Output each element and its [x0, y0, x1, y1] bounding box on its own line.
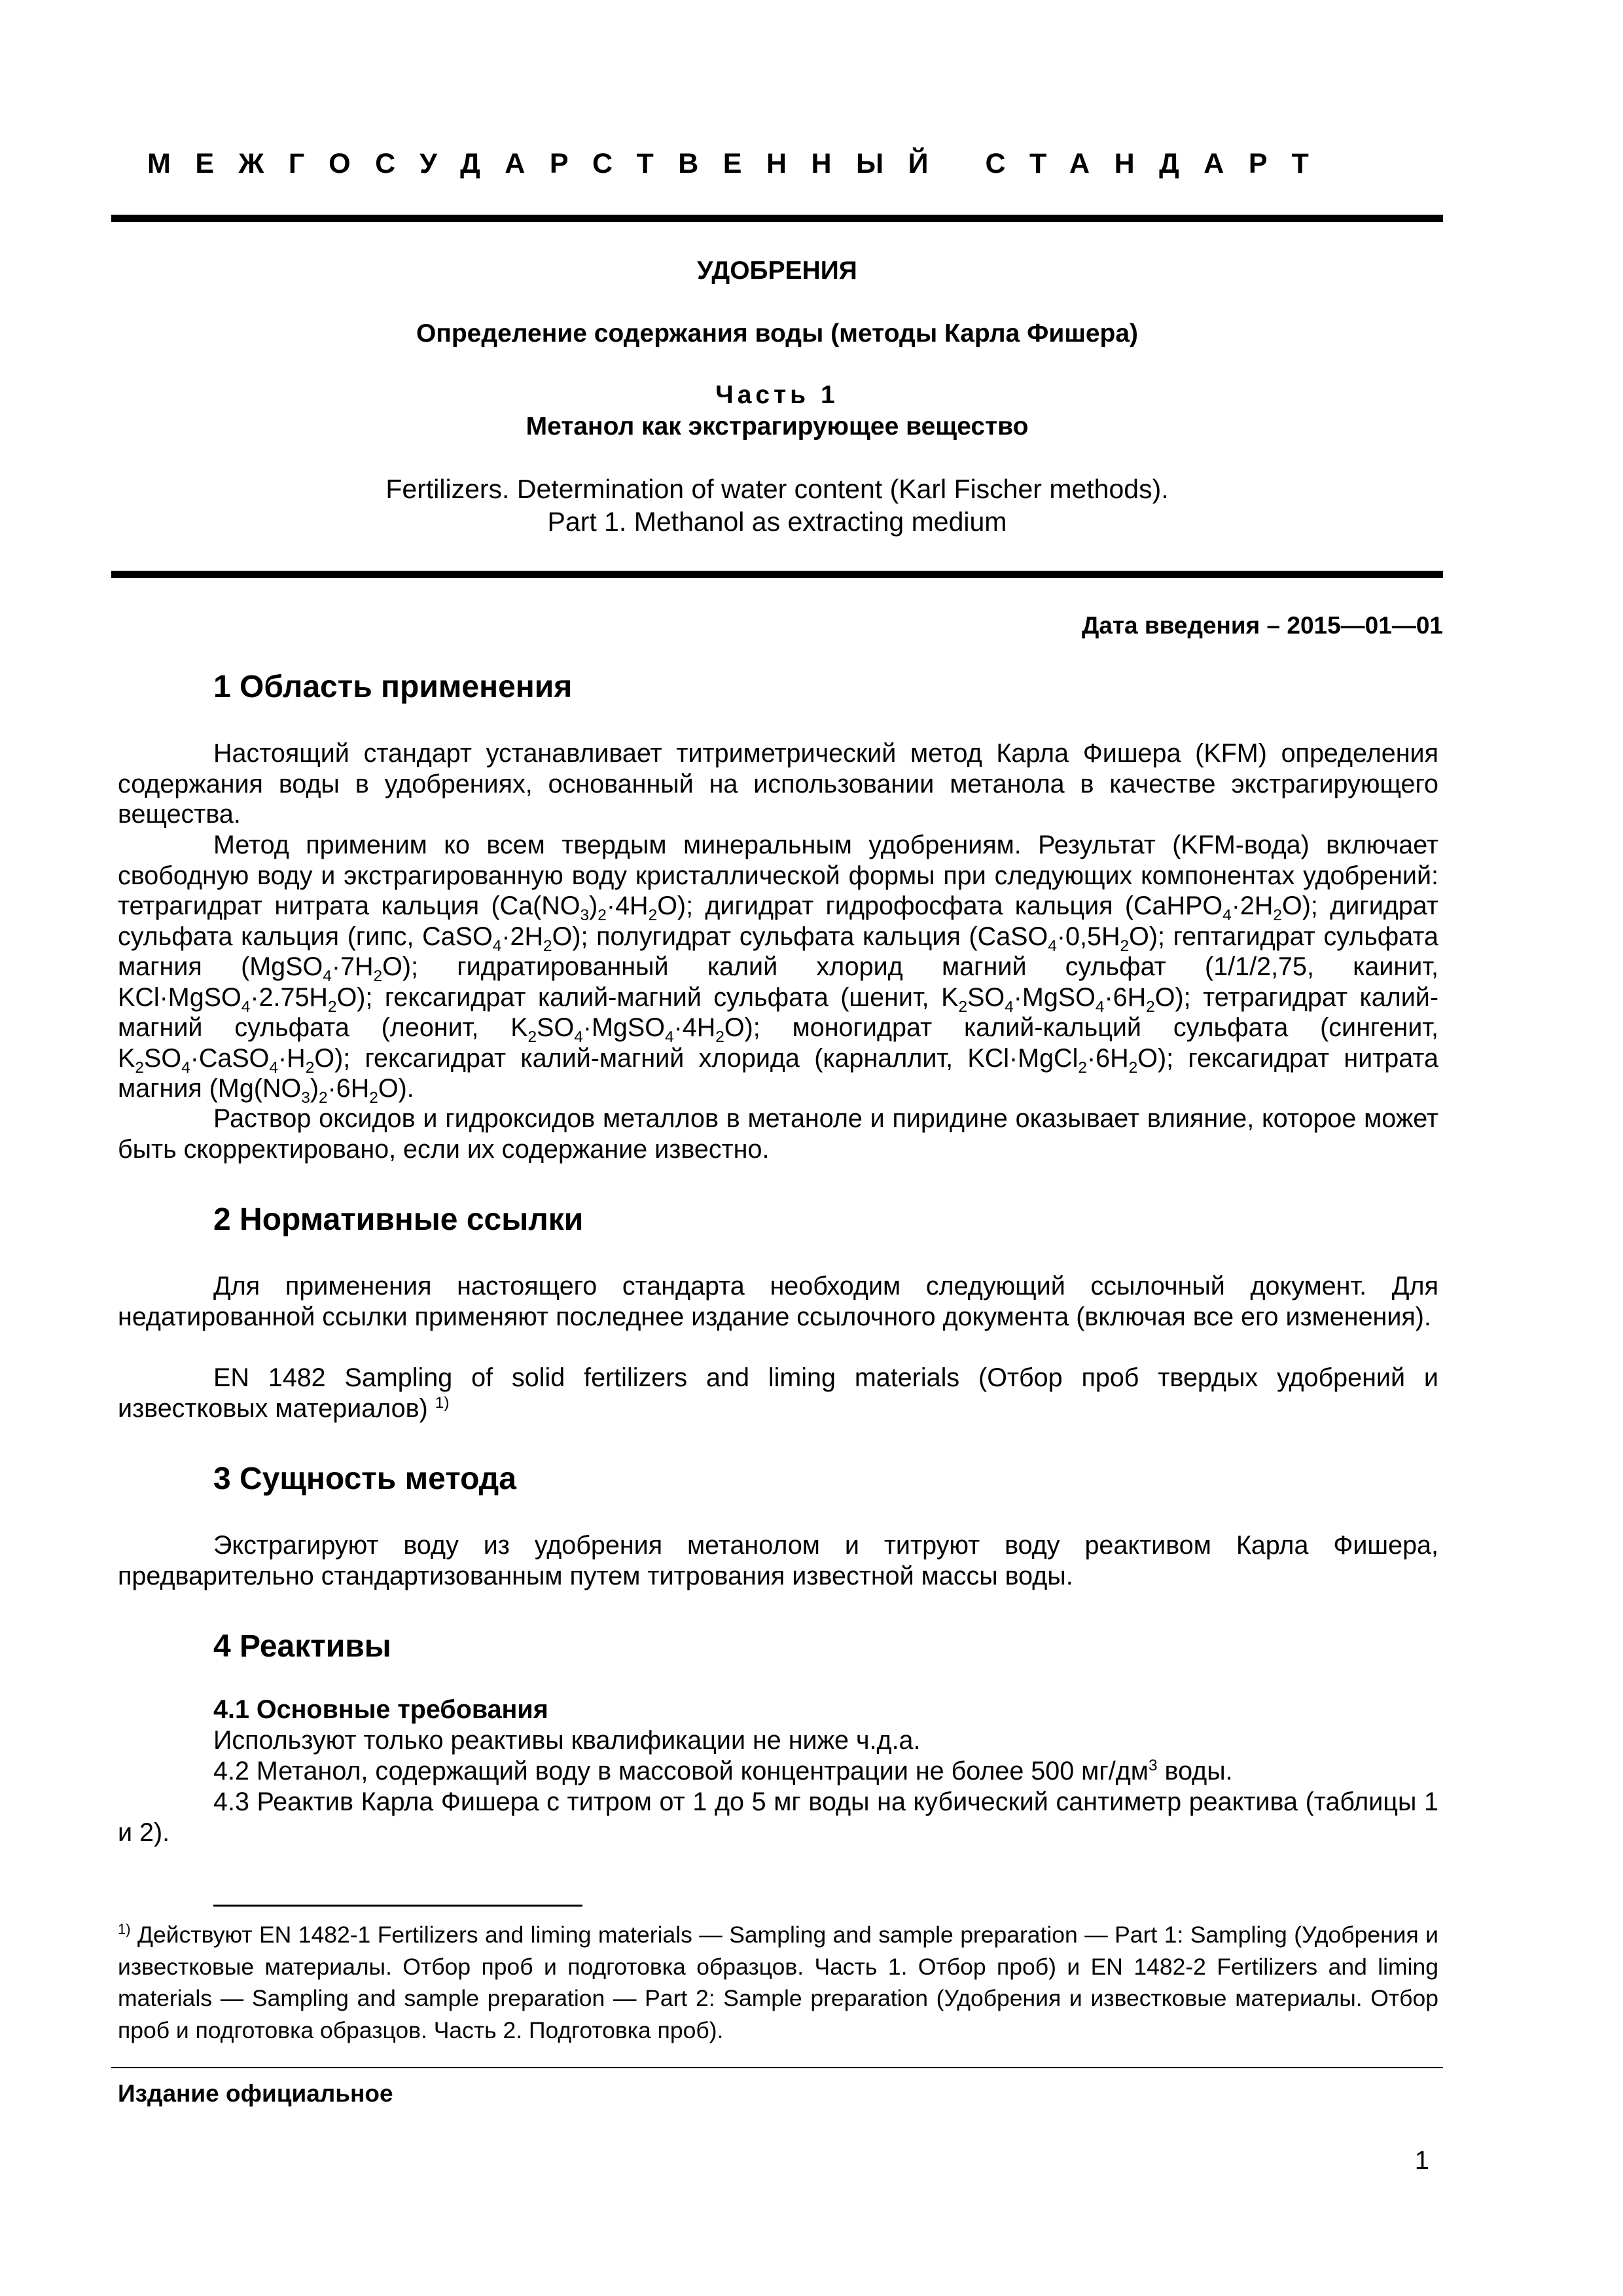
cubic-superscript: 3 — [1148, 1756, 1158, 1774]
page-number: 1 — [1414, 2146, 1429, 2175]
footnote-marker: 1) — [118, 1921, 131, 1938]
section-3-paragraph-1: Экстрагируют воду из удобрения метанолом и титруют воду реактивом Карла Фишера, предварительно стандартизованным путем титрования известной массы воды. — [118, 1531, 1438, 1590]
section-1-paragraph-2: Метод применим ко всем твердым минеральным удобрениям. Результат (KFM-вода) включает свободную воду и экстрагированную воду кристаллической формы при следующих компонентах удобрений: тетрагидрат нитрата кальция $(Ca(NO_3)_2\cdot 4H_2O)$; дигидрат гидрофосфата кальция $(CaHPO_4\cdot 2H_2O)$; дигидрат сульфата кальция (гипс, $CaSO_4\cdot 2H_2O$); полугидрат сульфата кальция $(CaSO_4\cdot 0,5H_2O)$; гептагидрат сульфата магния $(MgSO_4\cdot 7H_2O)$; гидратированный калий хлорид магний сульфат (1/1/2,75, каинит, $KCl\cdot MgSO_4\cdot 2.75H_2O$); гексагидрат калий-магний сульфата (шенит, $K_2SO_4\cdot MgSO_4\cdot 6H_2O$); тетрагидрат калий-магний сульфата (леонит, $K_2SO_4\cdot MgSO_4\cdot 4H_2O$); моногидрат калий-кальций сульфата (сингенит, $K_2SO_4\cdot CaSO_4\cdot H_2O$); гексагидрат калий-магний хлорида (карналлит, $KCl\cdot MgCl_2\cdot 6H_2O$); гексагидрат нитрата магния $(Mg(NO_3)_2\cdot 6H_2O)$. — [118, 831, 1439, 1107]
english-title-line1: Fertilizers. Determination of water content (Karl Fischer methods). — [385, 474, 1169, 504]
document-subtitle: Определение содержания воды (методы Карла Фишера) — [416, 319, 1139, 348]
section-4-2-paragraph — [118, 1756, 1438, 1787]
footnote-text: Действуют EN 1482-1 Fertilizers and liming materials — Sampling and sample preparation — Part 1: Sampling (Удобрения и известковые материалы. Отбор проб и подготовка образцов. Часть 1. Отбор проб) и EN 1482-2 Fertilizers and liming materials — Sampling and sample preparation — Part 2: Sample preparation (Удобрения и известковые материалы. Отбор проб и подготовка образцов. Часть 2. Подготовка проб). — [118, 1922, 1438, 2043]
section-2-heading: 2 Нормативные ссылки — [213, 1202, 584, 1237]
section-3-heading: 3 Сущность метода — [213, 1462, 516, 1496]
header-rule-bottom — [111, 571, 1443, 578]
section-1-heading: 1 Область применения — [213, 670, 573, 704]
official-edition-label: Издание официальное — [118, 2080, 393, 2107]
footnote-separator — [213, 1905, 582, 1907]
part-title: Метанол как экстрагирующее вещество — [526, 412, 1029, 440]
section-4-2-tail: воды. — [1157, 1757, 1233, 1785]
standard-type-header: МЕЖГОСУДАРСТВЕННЫЙ СТАНДАРТ — [147, 148, 1334, 179]
section-2-paragraph-1: Для применения настоящего стандарта необходим следующий ссылочный документ. Для недатированной ссылки применяют последнее издание ссылочного документа (включая все его изменения). — [118, 1272, 1438, 1331]
section-2-paragraph-2 — [118, 1363, 1438, 1424]
section-4-heading: 4 Реактивы — [213, 1629, 391, 1664]
footnote — [118, 1919, 1438, 2046]
document-title: УДОБРЕНИЯ — [697, 257, 857, 285]
footnote-reference: 1) — [435, 1393, 450, 1412]
part-label: Часть 1 — [715, 381, 839, 409]
english-title-line2: Part 1. Methanol as extracting medium — [547, 507, 1007, 537]
section-4-1-paragraph: Используют только реактивы квалификации не ниже ч.д.а. — [213, 1726, 921, 1755]
header-rule-top — [111, 215, 1443, 222]
section-1-paragraph-1: Настоящий стандарт устанавливает титриметрический метод Карла Фишера (KFM) определения содержания воды в удобрениях, основанный на использовании метанола в качестве экстрагирующего вещества. — [118, 739, 1438, 829]
section-1-paragraph-3: Раствор оксидов и гидроксидов металлов в метаноле и пиридине оказывает влияние, которое может быть скорректировано, если их содержание известно. — [118, 1104, 1438, 1164]
reference-text: EN 1482 Sampling of solid fertilizers and liming materials (Отбор проб твердых удобрений и известковых материалов) — [118, 1363, 1438, 1423]
section-4-1-heading: 4.1 Основные требования — [213, 1695, 548, 1724]
introduction-date: Дата введения – 2015—01—01 — [1081, 612, 1443, 639]
footer-rule — [111, 2067, 1443, 2068]
section-4-3-paragraph: 4.3 Реактив Карла Фишера с титром от 1 до 5 мг воды на кубический сантиметр реактива (таблицы 1 и 2). — [118, 1787, 1438, 1847]
section-4-2-text: 4.2 Метанол, содержащий воду в массовой концентрации не более 500 мг/дм — [213, 1757, 1149, 1785]
